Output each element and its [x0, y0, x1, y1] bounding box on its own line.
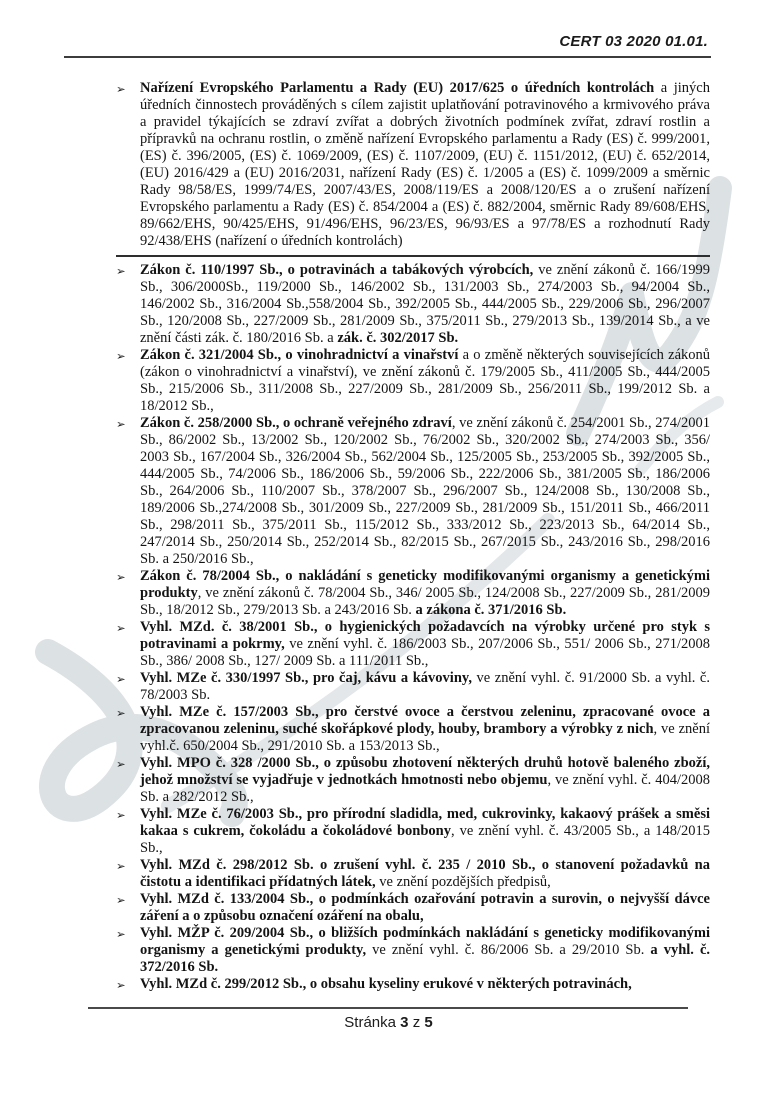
list-item-text: Vyhl. MZd č. 299/2012 Sb., o obsahu kyseliny erukové v některých potravinách, — [140, 976, 632, 992]
list-item — [90, 704, 710, 755]
list-item — [90, 619, 710, 670]
list-item-text: Vyhl. MPO č. 328 /2000 Sb., o způsobu zhotovení některých druhů hotově baleného zboží, jehož množství se vyjadřuje v jednotkách hmotnosti nebo objemu, ve znění vyhl. č. 404/2008 Sb. a 282/2012 Sb., — [140, 755, 710, 805]
list-item-text: Zákon č. 258/2000 Sb., o ochraně veřejného zdraví, ve znění zákonů č. 254/2001 Sb., 274/2001 Sb., 86/2002 Sb., 13/2002 Sb., 120/2002 Sb., 76/2002 Sb., 320/2002 Sb., 274/2003 Sb., 356/ 2003 Sb., 167/2004 Sb., 326/2004 Sb., 562/2004 Sb., 125/2005 Sb., 253/2005 Sb., 392/2005 Sb., 444/2005 Sb., 74/2006 Sb., 186/2006 Sb., 59/2006 Sb., 222/2006 Sb., 381/2005 Sb., 186/2006 Sb., 264/2006 Sb., 110/2007 Sb., 378/2007 Sb., 296/2007 Sb., 124/2008 Sb., 130/2008 Sb., 189/2006 Sb.,274/2008 Sb., 301/2009 Sb., 227/2009 Sb., 281/2009 Sb., 151/2011 Sb., 466/2011 Sb., 298/2011 Sb., 375/2011 Sb., 115/2012 Sb., 333/2012 Sb., 223/2013 Sb., 64/2014 Sb., 247/2014 Sb., 250/2014 Sb., 252/2014 Sb., 82/2015 Sb., 267/2015 Sb., 243/2016 Sb., 298/2016 Sb. a 250/2016 Sb., — [140, 415, 711, 567]
arrow-bullet-icon: ➢ — [116, 672, 126, 686]
list-item-text: Vyhl. MZe č. 330/1997 Sb., pro čaj, kávu a kávoviny, ve znění vyhl. č. 91/2000 Sb. a vyhl. č. 78/2003 Sb. — [140, 670, 710, 703]
page-number-current: 3 — [400, 1014, 409, 1031]
regulation-list — [90, 80, 710, 994]
arrow-bullet-icon: ➢ — [116, 349, 126, 363]
list-item — [90, 755, 710, 806]
arrow-bullet-icon: ➢ — [116, 706, 126, 720]
list-item — [90, 415, 710, 568]
list-item-text: Zákon č. 110/1997 Sb., o potravinách a tabákových výrobcích, ve znění zákonů č. 166/1999 Sb., 306/2000Sb., 119/2000 Sb., 146/2002 Sb., 131/2003 Sb., 274/2003 Sb., 94/2004 Sb., 146/2002 Sb., 316/2004 Sb.,558/2004 Sb., 392/2005 Sb., 444/2005 Sb., 229/2006 Sb., 296/2007 Sb., 120/2008 Sb., 227/2009 Sb., 281/2009 Sb., 375/2011 Sb., 279/2013 Sb., 139/2014 Sb., a ve znění části zák. č. 180/2016 Sb. a zák. č. 302/2017 Sb. — [140, 262, 710, 346]
list-item — [90, 857, 710, 891]
arrow-bullet-icon: ➢ — [116, 621, 126, 635]
arrow-bullet-icon: ➢ — [116, 570, 126, 584]
list-item-text: Vyhl. MZd. č. 38/2001 Sb., o hygienických požadavcích na výrobky určené pro styk s potravinami a pokrmy, ve znění vyhl. č. 186/2003 Sb., 207/2006 Sb., 551/ 2006 Sb., 271/2008 Sb., 386/ 2008 Sb., 127/ 2009 Sb. a 111/2011 Sb., — [140, 619, 710, 669]
list-item-text: Zákon č. 78/2004 Sb., o nakládání s geneticky modifikovanými organismy a genetickými produkty, ve znění zákonů č. 78/2004 Sb., 346/ 2005 Sb., 124/2008 Sb., 227/2009 Sb., 281/2009 Sb., 18/2012 Sb., 279/2013 Sb. a 243/2016 Sb. a zákona č. 371/2016 Sb. — [140, 568, 710, 618]
page-number-of: z — [412, 1014, 421, 1031]
arrow-bullet-icon: ➢ — [116, 893, 126, 907]
section-divider — [116, 255, 710, 257]
page-number-total: 5 — [424, 1014, 433, 1031]
arrow-bullet-icon: ➢ — [116, 978, 126, 992]
list-item — [90, 925, 710, 976]
list-item — [90, 568, 710, 619]
list-item — [90, 976, 710, 994]
arrow-bullet-icon: ➢ — [116, 264, 126, 278]
footer-rule — [88, 1007, 688, 1009]
list-item — [90, 670, 710, 704]
list-item-text: Vyhl. MZd č. 133/2004 Sb., o podmínkách ozařování potravin a surovin, o nejvyšší dávce záření a o způsobu označení ozáření na obalu, — [140, 891, 710, 924]
list-item-text: Vyhl. MZd č. 298/2012 Sb. o zrušení vyhl. č. 235 / 2010 Sb., o stanovení požadavků na čistotu a identifikaci přídatných látek, ve znění pozdějších předpisů, — [140, 857, 710, 890]
list-item — [90, 806, 710, 857]
arrow-bullet-icon: ➢ — [116, 757, 126, 771]
list-item-text: Vyhl. MZe č. 76/2003 Sb., pro přírodní sladidla, med, cukrovinky, kakaový prášek a směsi kakaa s cukrem, čokoládu a čokoládové bonbony, ve znění vyhl. č. 43/2005 Sb., a 148/2015 Sb., — [140, 806, 711, 856]
page-number — [0, 1014, 777, 1031]
arrow-bullet-icon: ➢ — [116, 808, 126, 822]
document-code: CERT 03 2020 01.01. — [559, 33, 708, 50]
list-item-text: Vyhl. MŽP č. 209/2004 Sb., o bližších podmínkách nakládání s geneticky modifikovanými organismy a genetickými produkty, ve znění vyhl. č. 86/2006 Sb. a 29/2010 Sb. a vyhl. č. 372/2016 Sb. — [140, 925, 711, 975]
list-item — [90, 262, 710, 347]
list-item — [90, 347, 710, 415]
header-rule — [64, 56, 711, 58]
list-item — [90, 80, 710, 250]
arrow-bullet-icon: ➢ — [116, 82, 126, 96]
list-item-text: Nařízení Evropského Parlamentu a Rady (EU) 2017/625 o úředních kontrolách a jiných úředních činnostech prováděných s cílem zajistit uplatňování potravinového a krmivového práva a pravidel týkajících se zdraví zvířat a dobrých životních podmínek zvířat, zdraví rostlin a přípravků na ochranu rostlin, o změně nařízení Evropského parlamentu a Rady (ES) č. 999/2001, (ES) č. 396/2005, (ES) č. 1069/2009, (ES) č. 1107/2009, (EU) č. 1151/2012, (EU) č. 652/2014, (EU) 2016/429 a (EU) 2016/2031, nařízení Rady (ES) č. 1/2005 a (ES) č. 1099/2009 a směrnic Rady 98/58/ES, 1999/74/ES, 2007/43/ES, 2008/119/ES a 2008/120/ES a o zrušení nařízení Evropského parlamentu a Rady (ES) č. 854/2004 a (ES) č. 882/2004, směrnic Rady 89/608/EHS, 89/662/EHS, 90/425/EHS, 91/496/EHS, 96/23/ES, 96/93/ES a 97/78/ES a rozhodnutí Rady 92/438/EHS (nařízení o úředních kontrolách) — [140, 80, 710, 249]
list-item-text: Zákon č. 321/2004 Sb., o vinohradnictví a vinařství a o změně některých souvisejících zákonů (zákon o vinohradnictví a vinařství), ve znění zákonů č. 179/2005 Sb., 411/2005 Sb., 444/2005 Sb., 215/2006 Sb., 311/2008 Sb., 227/2009 Sb., 281/2009 Sb., 256/2011 Sb., 199/2012 Sb. a 18/2012 Sb., — [140, 347, 711, 414]
arrow-bullet-icon: ➢ — [116, 417, 126, 431]
page-number-label: Stránka — [344, 1014, 396, 1031]
list-item-text: Vyhl. MZe č. 157/2003 Sb., pro čerstvé ovoce a čerstvou zeleninu, zpracované ovoce a zpracovanou zeleninu, suché skořápkové plody, houby, brambory a výrobky z nich, ve znění vyhl.č. 650/2004 Sb., 291/2010 Sb. a 153/2013 Sb., — [140, 704, 710, 754]
arrow-bullet-icon: ➢ — [116, 859, 126, 873]
arrow-bullet-icon: ➢ — [116, 927, 126, 941]
list-item — [90, 891, 710, 925]
